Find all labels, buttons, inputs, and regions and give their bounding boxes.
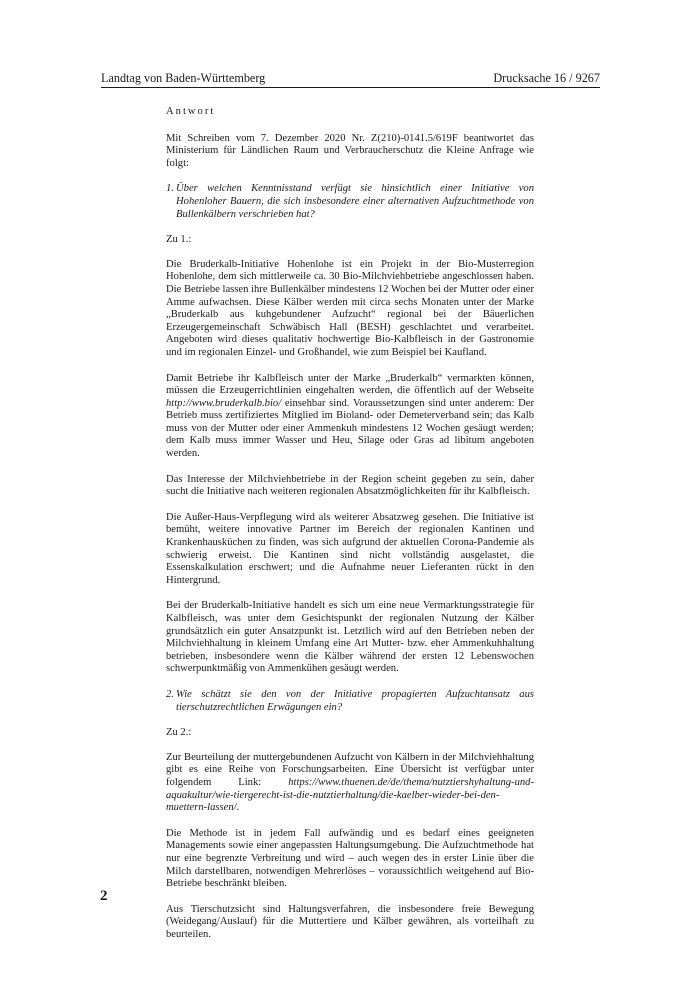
question-1	[166, 183, 534, 221]
answer-1-paragraph-4: Die Außer-Haus-Verpflegung wird als weiterer Absatzweg gesehen. Die Initiative ist bemüht, weitere innovative Partner im Bereich der regionalen Kantinen und Krankenhausküchen zu finden, was sich aufgrund der aktuellen Corona-Pandemie als schwierig erweist. Die Kantinen sind nicht vollständig ausgelastet, die Essenskalkulation erschwert; und die Aufnahme neuer Lieferanten rückt in den Hintergrund.	[166, 511, 534, 586]
page-number: 2	[100, 888, 108, 904]
document-body	[166, 106, 534, 954]
question-2-text: Wie schätzt sie den von der Initiative propagierten Aufzuchtansatz aus tierschutzrechtlichen Erwägungen ein?	[176, 688, 534, 713]
answer-2-paragraph-3: Aus Tierschutzsicht sind Haltungsverfahren, die insbesondere freie Bewegung (Weidegang/Auslauf) für die Muttertiere und Kälber gewähren, als vorteilhaft zu beurteilen.	[166, 903, 534, 940]
answer-1-paragraph-3: Das Interesse der Milchviehbetriebe in der Region scheint gegeben zu sein, daher sucht die Initiative nach weiteren regionalen Absatzmöglichkeiten für ihr Kalbfleisch.	[166, 473, 534, 498]
answer-1-paragraph-2	[166, 373, 534, 461]
answer-1-paragraph-1: Die Bruderkalb-Initiative Hohenlohe ist ein Projekt in der Bio-Musterregion Hohenlohe, dem sich mittlerweile ca. 30 Bio-Milchviehbetriebe angeschlossen haben. Die Betriebe lassen ihre Bullenkälber mindestens 12 Wochen bei der Mutter oder einer Amme aufwachsen. Diese Kälber werden mit circa sechs Monaten unter der Marke „Bruderkalb aus kuhgebundener Aufzucht“ regional bei der Bäuerlichen Erzeugergemeinschaft Schwäbisch Hall (BESH) geschlachtet und verarbeitet. Angeboten wird dieses qualitativ hochwertige Bio-Kalbfleisch in der Gastronomie und im regionalen Einzel- und Großhandel, wie zum Beispiel bei Kaufland.	[166, 258, 534, 358]
question-1-text: Über welchen Kenntnisstand verfügt sie hinsichtlich einer Initiative von Hohenloher Bauern, die sich insbesondere einer alternativen Aufzuchtmethode von Bullenkälbern verschrieben hat?	[176, 183, 534, 220]
question-1-number: 1.	[166, 183, 174, 195]
header-document-number: Drucksache 16 / 9267	[493, 71, 600, 85]
bruderkalb-website-link[interactable]: http://www.bruderkalb.bio/	[166, 397, 282, 409]
answer-1-label: Zu 1.:	[166, 234, 192, 246]
question-2-number: 2.	[166, 688, 174, 700]
answer-2-paragraph-2: Die Methode ist in jedem Fall aufwändig und es bedarf eines geeigneten Managements sowie einer angepassten Haltungsumgebung. Die Aufzuchtmethode hat nur eine begrenzte Verbreitung und wird – auch wegen des in erster Linie über die Milch darstellbaren, notwendigen Mehrerlöses – voraussichtlich weitgehend auf Bio-Betriebe beschränkt bleiben.	[166, 827, 534, 890]
answer-2-label: Zu 2.:	[166, 727, 192, 739]
header-divider	[101, 87, 600, 88]
answer-1-paragraph-5: Bei der Bruderkalb-Initiative handelt es sich um eine neue Vermarktungsstrategie für Kalbfleisch, was unter dem Gesichtspunkt der regionalen Nutzung der Kälber grundsätzlich ein guter Ansatzpunkt ist. Letztlich wird auf den Betrieben neben der Milchviehhaltung in kleinem Umfang eine Art Mutter- bzw. eher Ammenkuhhaltung betrieben, insbesondere wenn die Kälber während der ersten 12 Lebenswochen schwerpunktmäßig von Ammenkühen gesäugt werden.	[166, 600, 534, 675]
answer-2-paragraph-1	[166, 752, 534, 815]
header-left-title: Landtag von Baden-Württemberg	[101, 71, 266, 85]
page-header	[101, 71, 600, 85]
section-heading: Antwort	[166, 106, 216, 117]
answer-2-paragraph-1-text-after: .	[236, 802, 240, 814]
intro-paragraph: Mit Schreiben vom 7. Dezember 2020 Nr. Z(210)-0141.5/619F beantwortet das Ministerium für Ländlichen Raum und Verbraucherschutz die Kleine Anfrage wie folgt:	[166, 132, 534, 169]
answer-1-paragraph-2-text-after: einsehbar sind. Voraussetzungen sind unter anderem: Der Betrieb muss zertifiziertes Mitglied im Bioland- oder Demeterverband sein; das Kalb muss von der Mutter oder einer Ammenkuh mindestens 12 Wochen gesäugt werden; dem Kalb muss immer Wasser und Heu, Silage oder Gras ad libitum angeboten werden.	[166, 397, 534, 460]
answer-2-paragraph-1-text-before: Zur Beurteilung der muttergebundenen Aufzucht von Kälbern in der Milchviehhaltung gibt es eine Reihe von Forschungsarbeiten. Eine Übersicht ist verfügbar unter folgendem Link:	[166, 751, 534, 788]
thuenen-research-link[interactable]: https://www.thuenen.de/de/thema/nutztiershyhaltung-und-aquakultur/wie-tiergerecht-ist-die-nutztierhaltung/die-kaelber-wieder-bei-den-muettern-lassen/	[166, 776, 534, 814]
question-2	[166, 689, 534, 714]
answer-1-paragraph-2-text-before: Damit Betriebe ihr Kalbfleisch unter der Marke „Bruderkalb“ vermarkten können, müssen die Erzeugerrichtlinien eingehalten werden, die öffentlich auf der Webseite	[166, 372, 534, 397]
